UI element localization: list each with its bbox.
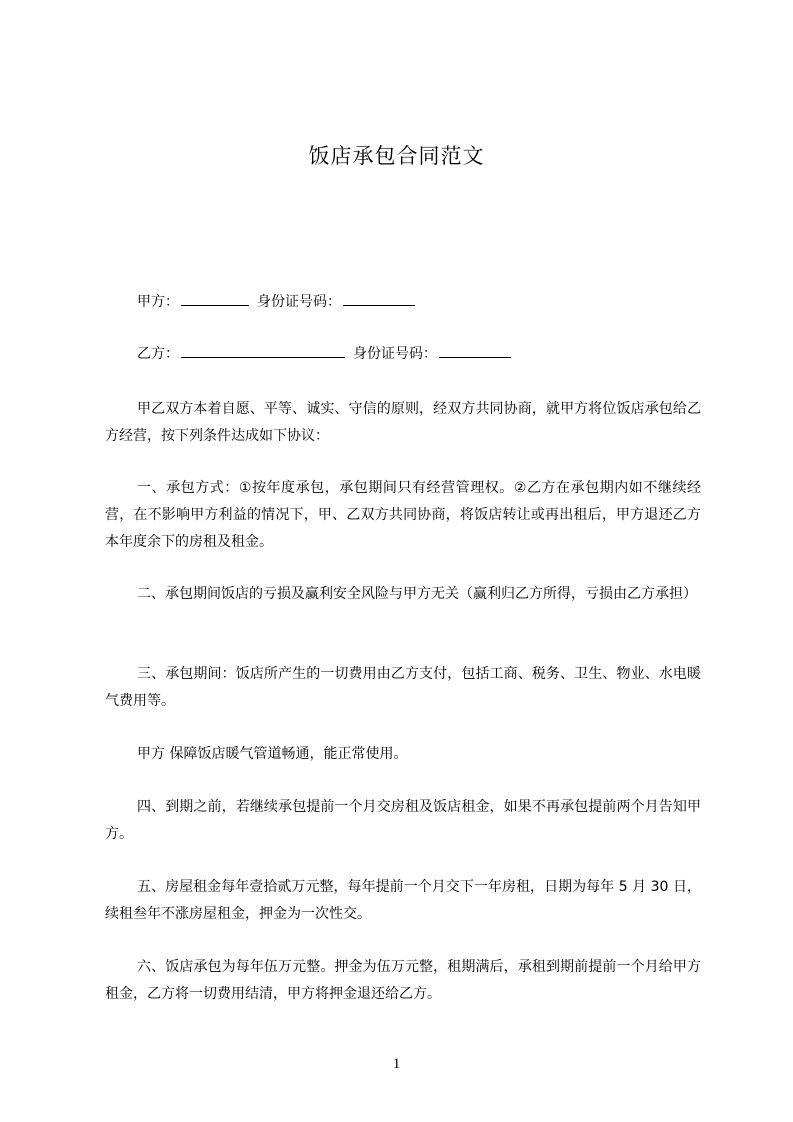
paragraph-clause-3: 三、承包期间：饭店所产生的一切费用由乙方支付，包括工商、税务、卫生、物业、水电暖气费用等。 [105,666,701,709]
paragraph-intro: 甲乙双方本着自愿、平等、诚实、守信的原则，经双方共同协商，就甲方将位饭店承包给乙方经营，按下列条件达成如下协议： [105,401,701,444]
party-b-line [137,343,519,364]
paragraph-clause-6: 六、饭店承包为每年伍万元整。押金为伍万元整，租期满后，承租到期前提前一个月给甲方租金，乙方将一切费用结清，甲方将押金退还给乙方。 [105,959,701,1002]
party-a-label: 甲方： [137,294,179,310]
party-b-id-label: 身份证号码： [353,346,437,362]
paragraph-clause-5: 五、房屋租金每年壹拾贰万元整，每年提前一个月交下一年房租，日期为每年 5 月 30 日，续租叁年不涨房屋租金，押金为一次性交。 [105,879,701,922]
party-a-id-label: 身份证号码： [257,294,341,310]
paragraph-clause-2: 二、承包期间饭店的亏损及赢利安全风险与甲方无关（赢利归乙方所得，亏损由乙方承担） [137,586,697,602]
page-number: 1 [392,1056,401,1072]
paragraph-party-a-note: 甲方 保障饭店暖气管道畅通，能正常使用。 [137,746,408,762]
party-b-name-blank [181,343,345,358]
party-a-name-blank [181,291,249,306]
paragraph-clause-4: 四、到期之前，若继续承包提前一个月交房租及饭店租金，如果不再承包提前两个月告知甲方。 [105,799,701,842]
party-b-label: 乙方： [137,346,179,362]
document-title: 饭店承包合同范文 [308,144,485,168]
party-a-id-blank [343,291,415,306]
party-a-line [137,291,423,312]
paragraph-clause-1: 一、承包方式：①按年度承包，承包期间只有经营管理权。②乙方在承包期内如不继续经营，在不影响甲方利益的情况下，甲、乙双方共同协商，将饭店转让或再出租后，甲方退还乙方本年度余下的房租及租金。 [105,480,701,550]
party-b-id-blank [439,343,511,358]
